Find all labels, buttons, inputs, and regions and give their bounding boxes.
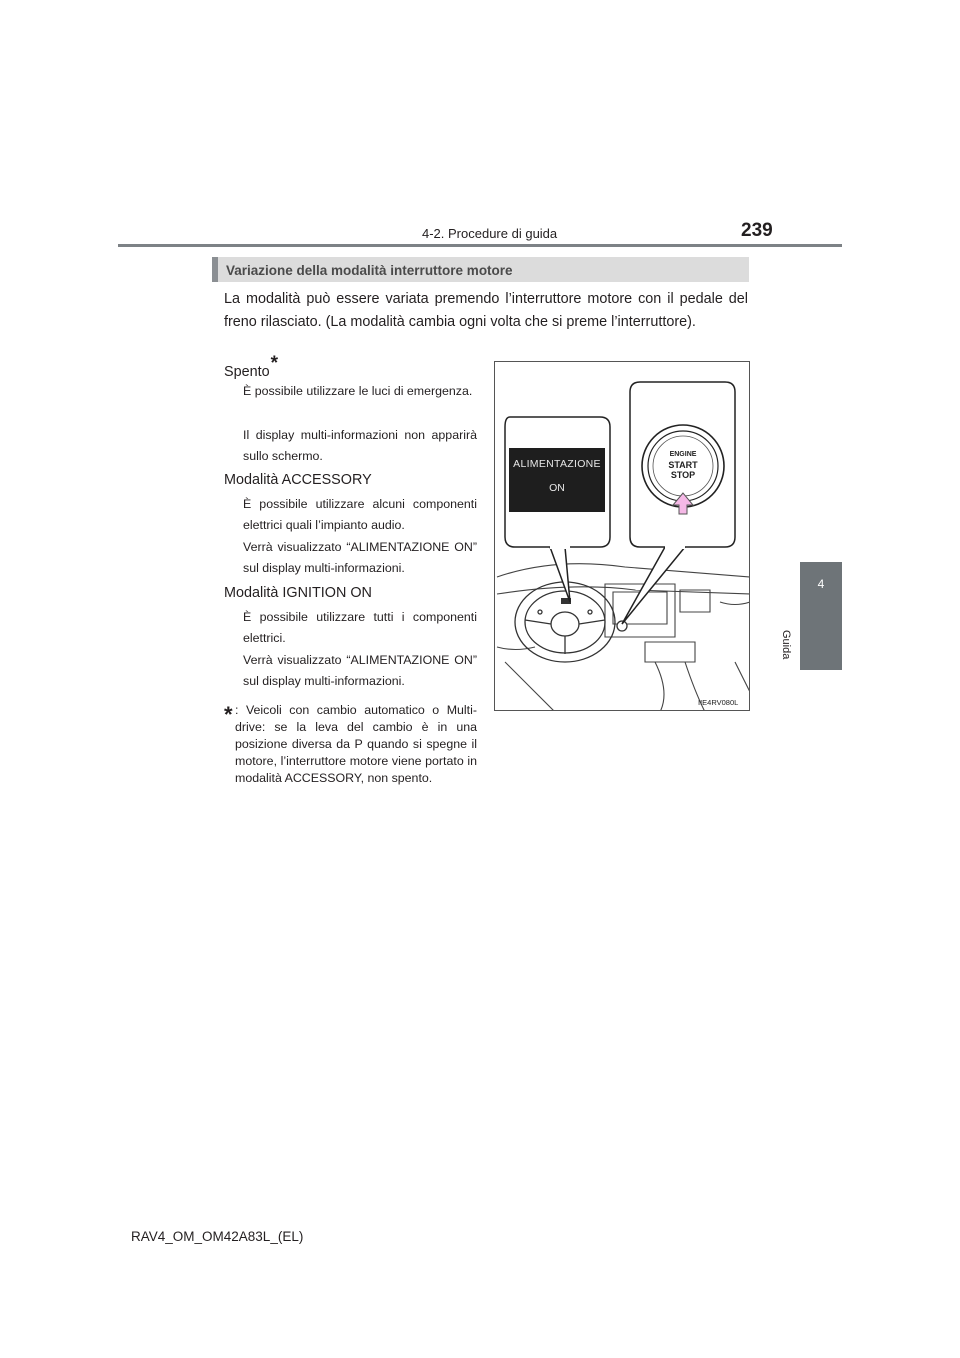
section-title: Variazione della modalità interruttore motore xyxy=(226,263,513,278)
mode-ignition-line-2: Verrà visualizzato “ALIMENTAZIONE ON” sul display multi-informazioni. xyxy=(243,653,477,688)
dashboard-illustration xyxy=(495,362,750,711)
header-rule xyxy=(118,244,842,247)
mode-title-ignition: Modalità IGNITION ON xyxy=(224,585,372,601)
display-text-line-1: ALIMENTAZIONE xyxy=(513,458,601,470)
engine-button-label-3: STOP xyxy=(670,470,696,480)
mode-title-accessory: Modalità ACCESSORY xyxy=(224,472,372,488)
document-id: RAV4_OM_OM42A83L_(EL) xyxy=(131,1229,304,1244)
page-number: 239 xyxy=(741,220,773,241)
mode-off-line-2: Il display multi-informazioni non apparirà sullo schermo. xyxy=(243,428,477,463)
engine-button-label-1: ENGINE xyxy=(669,451,697,458)
dashboard-figure xyxy=(494,361,750,711)
mode-off-line-1: È possibile utilizzare le luci di emergenza. xyxy=(243,384,473,398)
footnote-asterisk: * xyxy=(224,702,233,727)
display-text-line-2: ON xyxy=(549,482,565,494)
chapter-tab-label: Guida xyxy=(780,630,792,660)
mode-title-off-text: Spento xyxy=(224,364,270,380)
mode-accessory-line-1: È possibile utilizzare alcuni componenti elettrici quali l’impianto audio. xyxy=(243,497,477,532)
mode-ignition-line-1: È possibile utilizzare tutti i componenti elettrici. xyxy=(243,610,477,645)
intro-paragraph: La modalità può essere variata premendo l’interruttore motore con il pedale del freno rilasciato. (La modalità cambia ogni volta che si preme l’interruttore). xyxy=(224,291,748,330)
asterisk-marker: * xyxy=(270,353,279,374)
running-header-section: 4-2. Procedure di guida xyxy=(422,226,558,241)
mode-title-off xyxy=(224,353,279,382)
engine-button-label-2: START xyxy=(668,460,698,470)
chapter-tab-number: 4 xyxy=(817,577,825,591)
figure-code: IIE4RV080L xyxy=(698,698,739,707)
mode-accessory-line-2: Verrà visualizzato “ALIMENTAZIONE ON” sul display multi-informazioni. xyxy=(243,540,477,575)
footnote-text: : Veicoli con cambio automatico o Multidrive: se la leva del cambio è in una posizione diversa da P quando si spegne il motore, l’interruttore motore viene portato in modalità ACCESSORY, non spento. xyxy=(235,703,477,785)
